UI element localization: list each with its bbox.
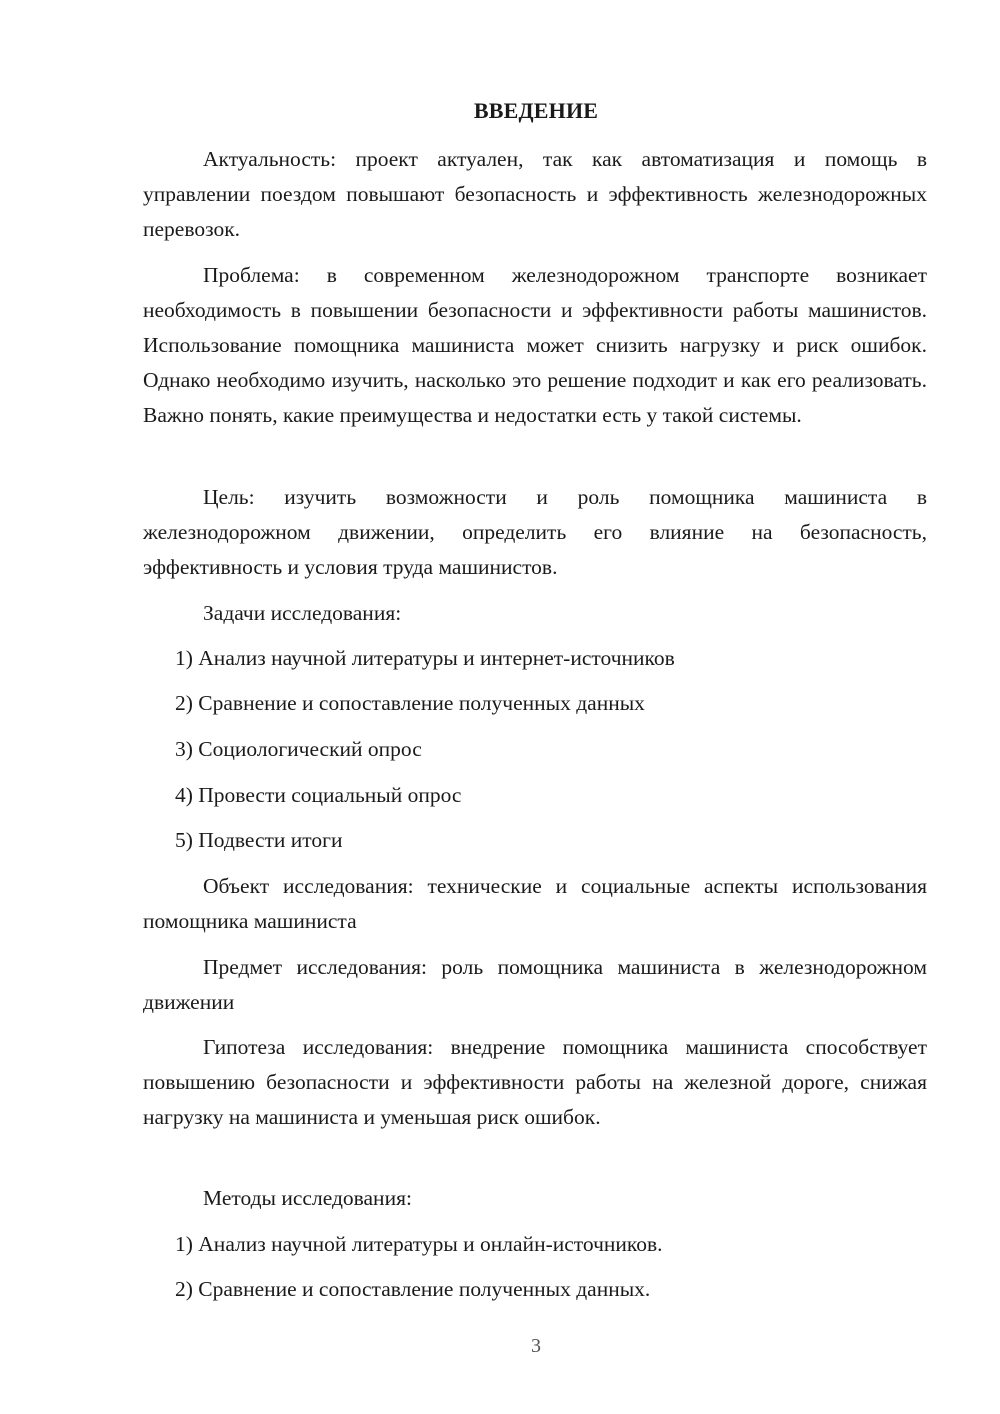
method-item: 2) Сравнение и сопоставление полученных данных. (175, 1277, 651, 1301)
tasks-title: Задачи исследования: (203, 601, 402, 625)
task-item: 1) Анализ научной литературы и интернет-источников (175, 646, 675, 670)
task-item: 5) Подвести итоги (175, 828, 343, 852)
task-item: 2) Сравнение и сопоставление полученных данных (175, 691, 645, 715)
hypothesis-paragraph: Гипотеза исследования: внедрение помощника машиниста способствует повышению безопасности и эффективности работы на железной дороге, снижая нагрузку на машиниста и уменьшая риск ошибок. (143, 1035, 927, 1129)
goal-paragraph: Цель: изучить возможности и роль помощника машиниста в железнодорожном движении, определить его влияние на безопасность, эффективность и условия труда машинистов. (143, 485, 927, 579)
problem-paragraph: Проблема: в современном железнодорожном транспорте возникает необходимость в повышении безопасности и эффективности работы машинистов. Использование помощника машиниста может снизить нагрузку и риск ошибок. Однако необходимо изучить, насколько это решение подходит и как его реализовать. Важно понять, какие преимущества и недостатки есть у такой системы. (143, 263, 927, 427)
page-number: 3 (531, 1335, 541, 1357)
section-heading: ВВЕДЕНИЕ (473, 98, 599, 123)
relevance-paragraph: Актуальность: проект актуален, так как автоматизация и помощь в управлении поездом повышают безопасность и эффективность железнодорожных перевозок. (143, 147, 927, 241)
task-item: 3) Социологический опрос (175, 737, 422, 761)
methods-title: Методы исследования: (203, 1186, 412, 1210)
object-paragraph: Объект исследования: технические и социальные аспекты использования помощника машиниста (143, 874, 927, 933)
subject-paragraph: Предмет исследования: роль помощника машиниста в железнодорожном движении (143, 955, 927, 1014)
task-item: 4) Провести социальный опрос (175, 783, 462, 807)
method-item: 1) Анализ научной литературы и онлайн-источников. (175, 1232, 663, 1256)
